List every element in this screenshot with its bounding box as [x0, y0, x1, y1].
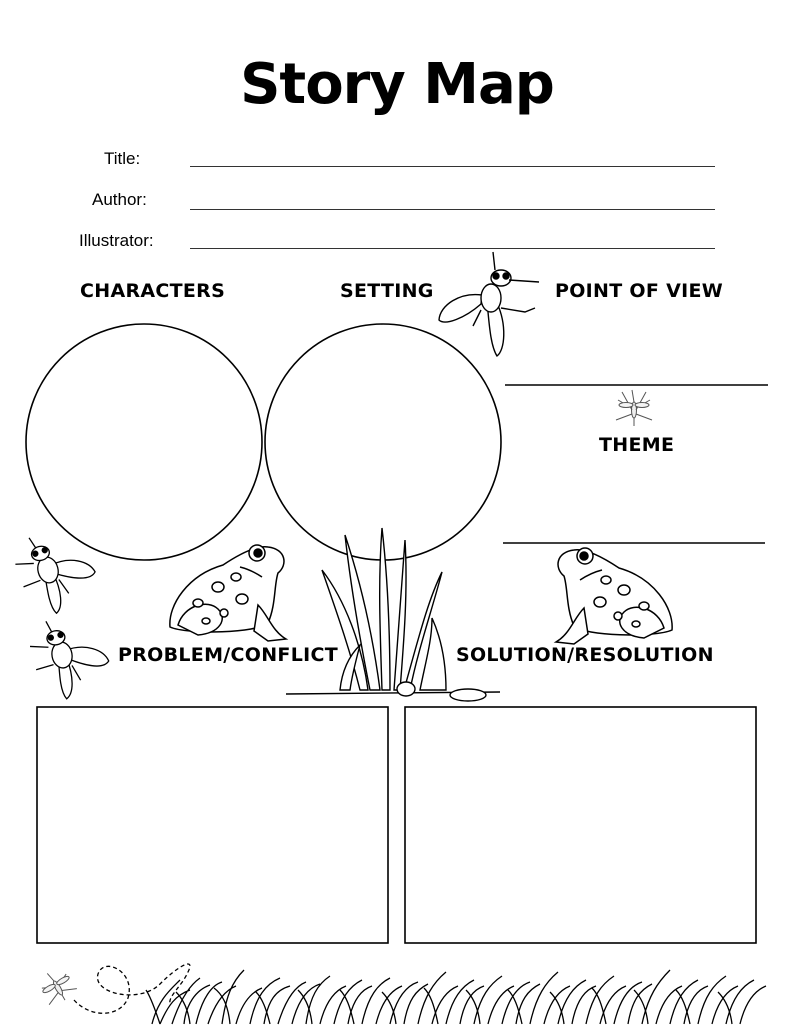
solution-heading: SOLUTION/RESOLUTION — [456, 644, 714, 666]
point-of-view-heading: POINT OF VIEW — [555, 280, 723, 302]
grass-icon — [286, 528, 500, 694]
flight-path — [74, 964, 190, 1013]
frog-icon — [556, 548, 672, 644]
characters-heading: CHARACTERS — [80, 280, 226, 302]
theme-heading: THEME — [599, 434, 675, 456]
setting-circle[interactable] — [265, 324, 501, 560]
problem-box[interactable] — [37, 707, 388, 943]
page-title: Story Map — [240, 52, 554, 117]
illustrator-label: Illustrator: — [79, 231, 154, 250]
fly-icon — [26, 612, 114, 704]
mosquito-icon — [616, 390, 652, 426]
title-label: Title: — [104, 149, 141, 168]
characters-circle[interactable] — [26, 324, 262, 560]
fly-icon — [439, 252, 539, 356]
mosquito-icon — [35, 964, 79, 1008]
setting-heading: SETTING — [340, 280, 434, 302]
fly-icon — [10, 524, 103, 621]
problem-heading: PROBLEM/CONFLICT — [118, 644, 338, 666]
frog-icon — [170, 545, 286, 641]
solution-box[interactable] — [405, 707, 756, 943]
author-label: Author: — [92, 190, 147, 209]
grass-icon — [146, 970, 766, 1024]
